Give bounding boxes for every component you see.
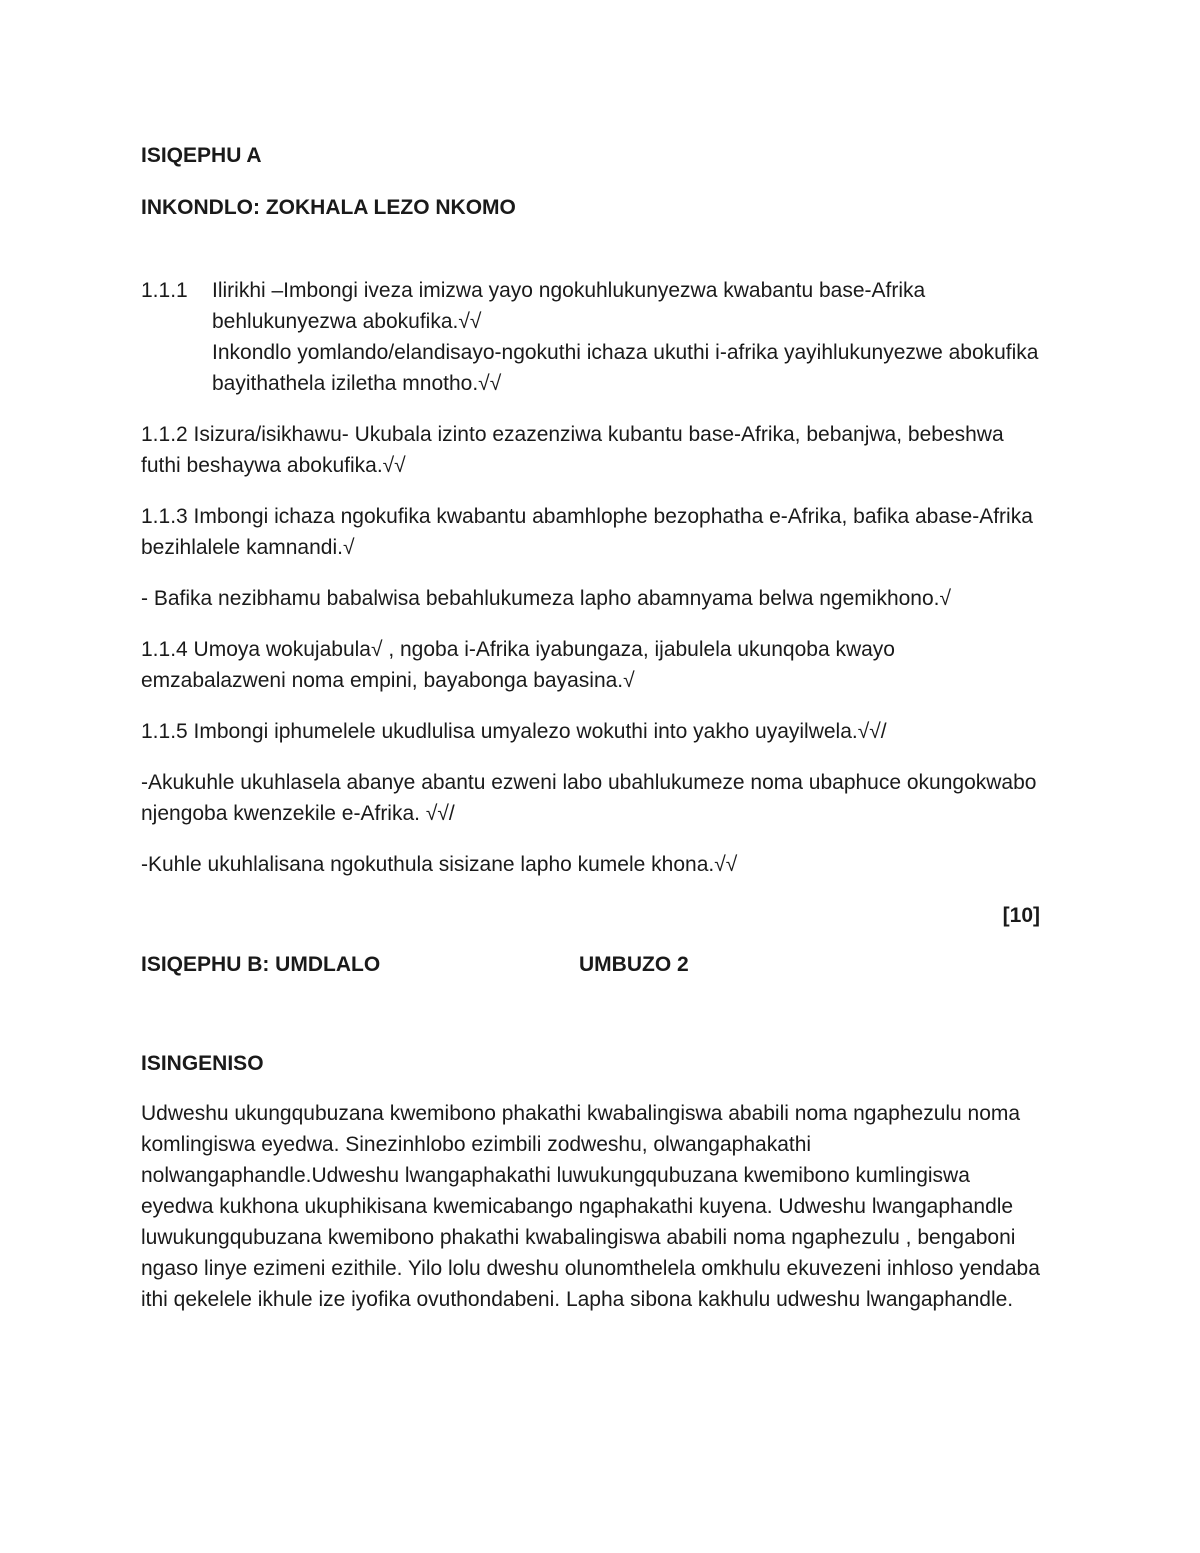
answer-line: Inkondlo yomlando/elandisayo-ngokuthi ichaza ukuthi i-afrika yayihlukunyezwe abokufika bayithathela iziletha mnotho.√√ bbox=[212, 341, 1039, 395]
answer-1-1-3: 1.1.3 Imbongi ichaza ngokufika kwabantu abamhlophe bezophatha e-Afrika, bafika abase-Afrika bezihlalele kamnandi.√ bbox=[141, 505, 1033, 559]
answer-body bbox=[212, 275, 1040, 399]
answer-1-1-3-extra: - Bafika nezibhamu babalwisa bebahlukumeza lapho abamnyama belwa ngemikhono.√ bbox=[141, 587, 952, 610]
section-b-heading: ISIQEPHU B: UMDLALO bbox=[141, 953, 381, 976]
marks-total: [10] bbox=[1002, 904, 1040, 927]
answer-1-1-5-extra: -Akukuhle ukuhlasela abanye abantu ezweni labo ubahlukumeze noma ubaphuce okungokwabo njengoba kwenzekile e-Afrika. √√/ bbox=[141, 771, 1037, 825]
answer-1-1-4: 1.1.4 Umoya wokujabula√ , ngoba i-Afrika iyabungaza, ijabulela ukunqoba kwayo emzabalazweni noma empini, bayabonga bayasina.√ bbox=[141, 638, 895, 692]
answer-1-1-5: 1.1.5 Imbongi iphumelele ukudlulisa umyalezo wokuthi into yakho uyayilwela.√√/ bbox=[141, 720, 887, 743]
answer-number: 1.1.1 bbox=[141, 279, 188, 302]
poem-title: INKONDLO: ZOKHALA LEZO NKOMO bbox=[141, 196, 516, 219]
answer-1-1-1 bbox=[141, 275, 1040, 399]
answer-1-1-5-extra: -Kuhle ukuhlalisana ngokuthula sisizane lapho kumele khona.√√ bbox=[141, 853, 738, 876]
answer-1-1-2: 1.1.2 Isizura/isikhawu- Ukubala izinto ezazenziwa kubantu base-Afrika, bebanjwa, bebeshwa futhi beshaywa abokufika.√√ bbox=[141, 423, 1004, 477]
answer-line: Ilirikhi –Imbongi iveza imizwa yayo ngokuhlukunyezwa kwabantu base-Afrika behlukunyezwa abokufika.√√ bbox=[212, 279, 926, 333]
intro-heading: ISINGENISO bbox=[141, 1052, 264, 1075]
question-label: UMBUZO 2 bbox=[579, 953, 689, 976]
intro-paragraph: Udweshu ukungqubuzana kwemibono phakathi kwabalingiswa ababili noma ngaphezulu noma komlingiswa eyedwa. Sinezinhlobo ezimbili zodweshu, olwangaphakathi nolwangaphandle.Udweshu lwangaphakathi luwukungqubuzana kwemibono kumlingiswa eyedwa kukhona ukuphikisana kwemicabango ngaphakathi kuyena. Udweshu lwangaphandle luwukungqubuzana kwemibono phakathi kwabalingiswa ababili noma ngaphezulu , bengaboni ngaso linye ezimeni ezithile. Yilo lolu dweshu olunomthelela omkhulu ekuvezeni inhloso yendaba ithi qekelele ikhule ize iyofika ovuthondabeni. Lapha sibona kakhulu udweshu lwangaphandle. bbox=[141, 1102, 1040, 1311]
section-a-heading: ISIQEPHU A bbox=[141, 144, 262, 167]
section-b-header bbox=[141, 949, 1040, 980]
